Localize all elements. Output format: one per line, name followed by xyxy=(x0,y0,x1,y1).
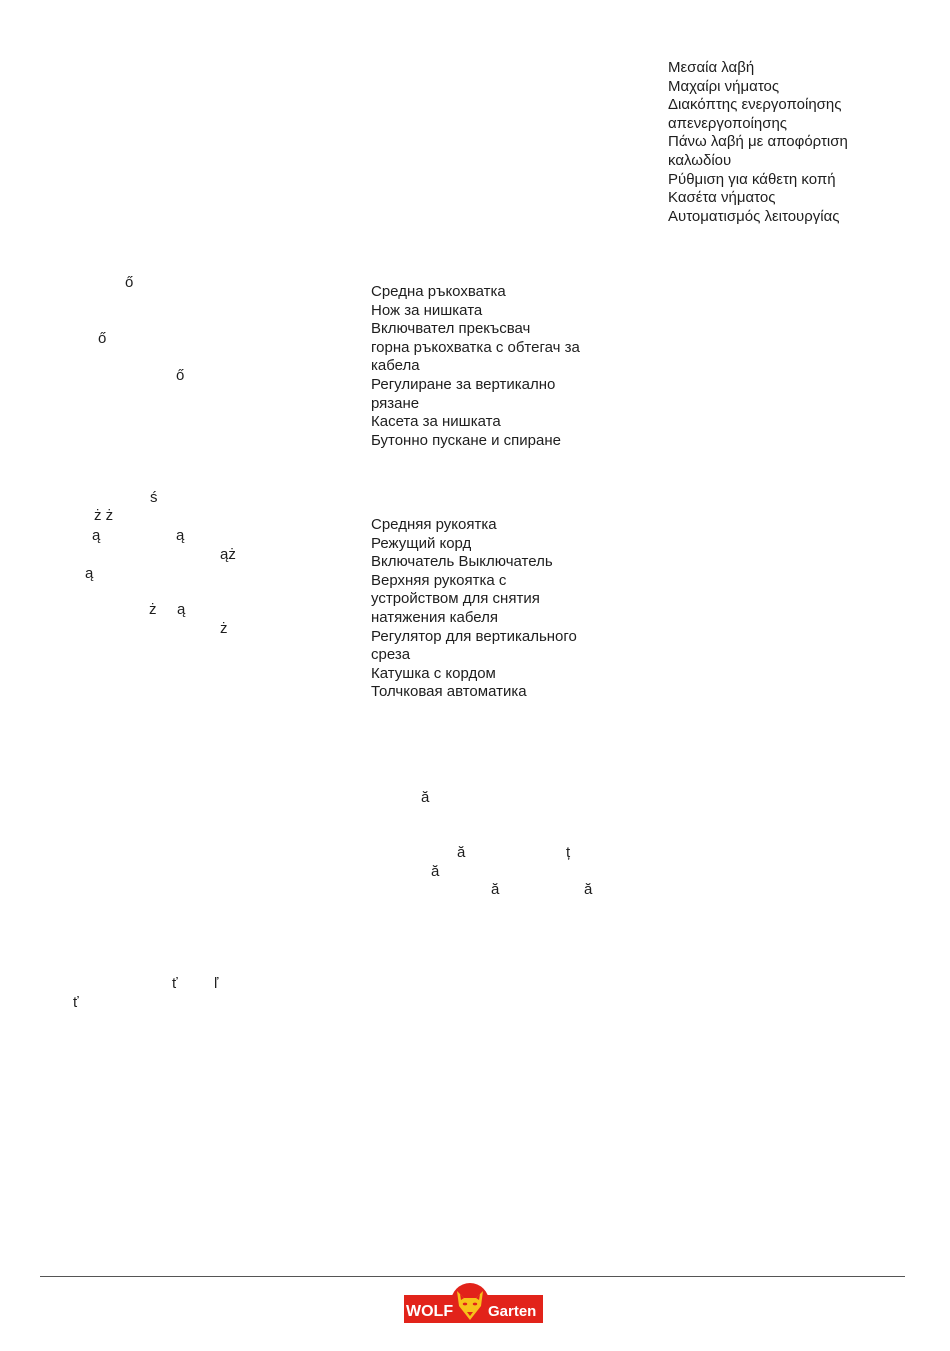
polish-fragment: ś xyxy=(150,489,158,506)
bulgarian-parts-list xyxy=(371,283,580,450)
greek-item: Κασέτα νήματος xyxy=(668,189,776,207)
greek-item: απενεργοποίησης xyxy=(668,114,788,132)
russian-item: Средняя рукоятка xyxy=(371,516,497,533)
romanian-fragment: ă xyxy=(457,844,466,861)
slovak-fragment: ť xyxy=(172,975,178,992)
hungarian-fragment: ő xyxy=(176,367,185,384)
greek-item: Αυτοματισμός λειτουργίας xyxy=(668,207,840,225)
hungarian-fragment: ő xyxy=(98,330,107,347)
greek-item: Μεσαία λαβή xyxy=(668,59,755,76)
bulgarian-item: рязане xyxy=(371,394,420,412)
greek-item: Ρύθμιση για κάθετη κοπή xyxy=(668,170,836,188)
polish-fragment: ą xyxy=(176,527,185,544)
logo-wolf-text: WOLF xyxy=(406,1303,454,1320)
greek-parts-list xyxy=(668,59,848,226)
romanian-fragment: ă xyxy=(584,881,593,898)
russian-item: Включатель Выключатель xyxy=(371,553,553,571)
polish-fragment: ąż xyxy=(220,546,236,563)
bulgarian-item: Касета за нишката xyxy=(371,413,501,431)
russian-parts-list xyxy=(371,516,577,702)
russian-item: устройством для снятия xyxy=(371,590,540,608)
slovak-fragment: ť xyxy=(73,994,79,1011)
polish-fragment: ż xyxy=(149,601,157,618)
polish-fragment: ż xyxy=(220,620,228,637)
russian-item: Верхняя рукоятка с xyxy=(371,571,507,589)
wolf-garten-logo xyxy=(404,1282,543,1324)
polish-fragment: ą xyxy=(92,527,101,544)
romanian-fragment: ț xyxy=(566,844,571,861)
slovak-fragment: ľ xyxy=(214,975,219,992)
bulgarian-item: Регулиране за вертикално xyxy=(371,375,556,393)
romanian-fragment: ă xyxy=(431,863,440,880)
bulgarian-item: Средна ръкохватка xyxy=(371,283,506,300)
bulgarian-item: горна ръкохватка с обтегач за xyxy=(371,338,580,356)
bulgarian-item: Бутонно пускане и спиране xyxy=(371,431,561,449)
russian-item: Катушка с кордом xyxy=(371,664,496,682)
bulgarian-item: Включвател прекъсвач xyxy=(371,320,531,338)
romanian-fragment: ă xyxy=(491,881,500,898)
hungarian-fragment: ő xyxy=(125,274,134,291)
footer-divider xyxy=(40,1276,905,1277)
bulgarian-item: Нож за нишката xyxy=(371,301,483,319)
romanian-fragment: ă xyxy=(421,789,430,806)
greek-item: Μαχαίρι νήματος xyxy=(668,77,780,95)
greek-item: Διακόπτης ενεργοποίησης xyxy=(668,96,842,114)
greek-item: Πάνω λαβή με αποφόρτιση xyxy=(668,133,848,151)
polish-fragment: ą xyxy=(177,601,186,618)
logo-garten-text: Garten xyxy=(488,1303,537,1320)
russian-item: среза xyxy=(371,646,411,664)
polish-fragment: ż ż xyxy=(94,507,114,524)
russian-item: натяжения кабеля xyxy=(371,608,498,626)
greek-item: καλωδίου xyxy=(668,151,732,169)
bulgarian-item: кабела xyxy=(371,357,420,375)
russian-item: Режущий корд xyxy=(371,534,472,552)
russian-item: Регулятор для вертикального xyxy=(371,627,577,645)
polish-fragment: ą xyxy=(85,565,94,582)
russian-item: Толчковая автоматика xyxy=(371,683,527,701)
